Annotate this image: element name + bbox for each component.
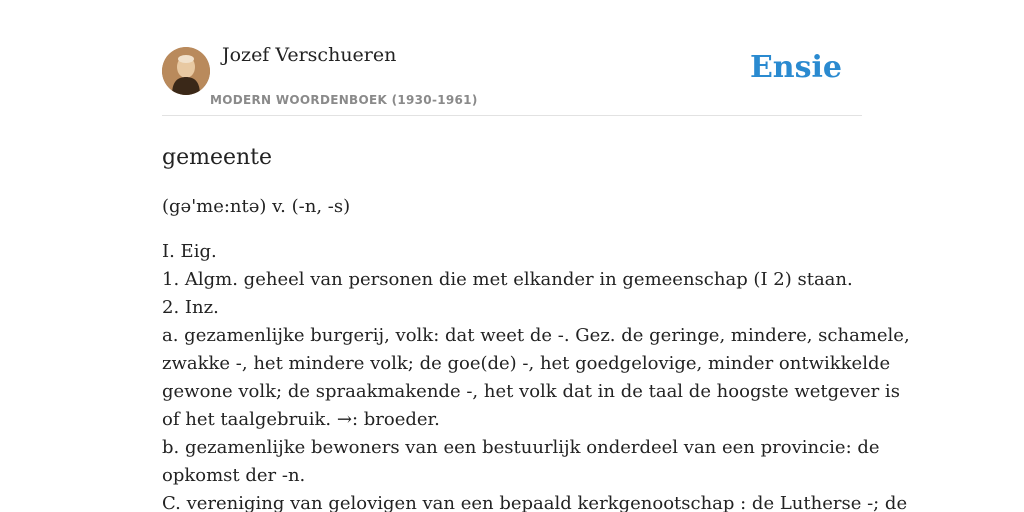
entry-line: opkomst der -n. (162, 465, 306, 486)
entry-title: gemeente (162, 145, 273, 170)
entry-line: 2. Inz. (162, 297, 219, 318)
entry-line: 1. Algm. geheel van personen die met elkander in gemeenschap (I 2) staan. (162, 269, 853, 290)
entry-body (162, 238, 910, 512)
source-label[interactable]: MODERN WOORDENBOEK (1930-1961) (210, 93, 478, 107)
entry-line: gewone volk; de spraakmakende -, het volk dat in de taal de hoogste wetgever is (162, 381, 900, 402)
entry-pronunciation: (gə'me:ntə) v. (-n, -s) (162, 196, 351, 217)
entry-line: of het taalgebruik. →: broeder. (162, 409, 440, 430)
entry-line: b. gezamenlijke bewoners van een bestuurlijk onderdeel van een provincie: de (162, 437, 880, 458)
entry-content (162, 136, 910, 512)
portrait-icon (162, 47, 210, 95)
site-logo[interactable]: Ensie (749, 50, 842, 85)
entry-line: I. Eig. (162, 241, 217, 262)
header (162, 0, 862, 116)
entry-line: zwakke -, het mindere volk; de goe(de) -, het goedgelovige, minder ontwikkelde (162, 353, 891, 374)
author-name[interactable]: Jozef Verschueren (222, 44, 397, 66)
author-avatar[interactable] (162, 47, 210, 95)
entry-line: C. vereniging van gelovigen van een bepaald kerkgenootschap : de Lutherse -; de (162, 493, 908, 512)
entry-line: a. gezamenlijke burgerij, volk: dat weet de -. Gez. de geringe, mindere, schamele, (162, 325, 910, 346)
